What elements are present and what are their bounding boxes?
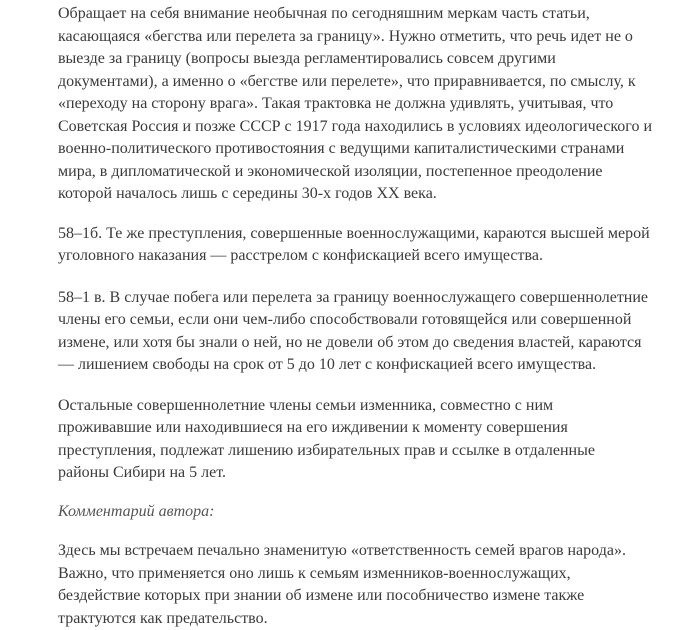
text-line: Обращает на себя внимание необычная по сегодняшним меркам часть статьи, <box>58 3 658 26</box>
paragraph-intro <box>58 3 658 206</box>
text-line: уголовного наказания — расстрелом с конфискацией всего имущества. <box>58 245 658 268</box>
paragraph-author-comment <box>58 540 658 630</box>
text-line: члены его семьи, если они чем-либо способствовали готовящейся или совершенной <box>58 309 658 332</box>
text-line: 58–1б. Те же преступления, совершенные военнослужащими, караются высшей мерой <box>58 223 658 246</box>
text-line: 58–1 в. В случае побега или перелета за границу военнослужащего совершеннолетние <box>58 287 658 310</box>
text-line: измене, или хотя бы знали о ней, но не довели об этом до сведения властей, караются <box>58 332 658 355</box>
text-line: документами), а именно о «бегстве или перелете», что приравнивается, по смыслу, к <box>58 71 658 94</box>
text-line: Здесь мы встречаем печально знаменитую «ответственность семей врагов народа». <box>58 540 658 563</box>
text-line: проживавшие или находившиеся на его иждивении к моменту совершения <box>58 417 658 440</box>
text-line: бездействие которых при знании об измене или пособничество измене также <box>58 585 658 608</box>
text-line: районы Сибири на 5 лет. <box>58 462 658 485</box>
author-comment-heading <box>58 501 658 524</box>
text-line: касающаяся «бегства или перелета за границу». Нужно отметить, что речь идет не о <box>58 26 658 49</box>
text-line: преступления, подлежат лишению избирательных прав и ссылке в отдаленные <box>58 440 658 463</box>
text-line: трактуются как предательство. <box>58 608 658 630</box>
text-line: Советская Россия и позже СССР с 1917 года находились в условиях идеологического и <box>58 116 658 139</box>
paragraph-article-58-1v <box>58 287 658 377</box>
text-line: военно-политического противостояния с ведущими капиталистическими странами <box>58 138 658 161</box>
text-line: Комментарий автора: <box>58 501 658 524</box>
text-line: «переходу на сторону врага». Такая трактовка не должна удивлять, учитывая, что <box>58 93 658 116</box>
text-line: Важно, что применяется оно лишь к семьям изменников-военнослужащих, <box>58 563 658 586</box>
text-line: мира, в дипломатической и экономической изоляции, постепенное преодоление <box>58 161 658 184</box>
paragraph-family-members <box>58 395 658 485</box>
text-line: которой началось лишь с середины 30-х годов XX века. <box>58 183 658 206</box>
paragraph-article-58-1b <box>58 223 658 268</box>
text-line: — лишением свободы на срок от 5 до 10 лет с конфискацией всего имущества. <box>58 354 658 377</box>
text-line: выезде за границу (вопросы выезда регламентировались совсем другими <box>58 48 658 71</box>
text-line: Остальные совершеннолетние члены семьи изменника, совместно с ним <box>58 395 658 418</box>
